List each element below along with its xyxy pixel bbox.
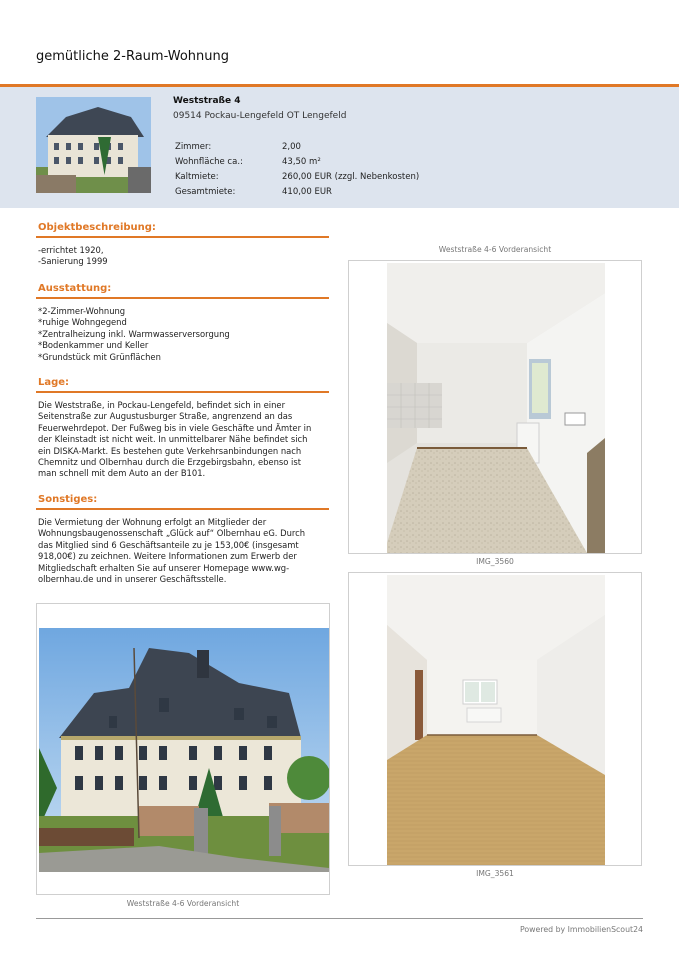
- section-body: [38, 517, 331, 585]
- section-body: [38, 400, 331, 480]
- section-body: [38, 245, 331, 268]
- fact-row-cold-rent: [175, 170, 419, 185]
- section-divider: [36, 391, 329, 393]
- address-city: 09514 Pockau-Lengefeld OT Lengefeld: [173, 111, 347, 121]
- text-line: der Kleinstadt ist nicht weit. In unmittelbarer Nähe befindet sich: [38, 434, 308, 445]
- text-line: Seitenstraße zur Augustusburger Straße, angrenzend an das: [38, 411, 293, 422]
- photo-caption-top: Weststraße 4-6 Vorderansicht: [438, 245, 552, 254]
- kitchen-photo: [387, 263, 605, 553]
- photo-caption-building: Weststraße 4-6 Vorderansicht: [126, 899, 240, 908]
- photo-frame-building: [36, 603, 330, 895]
- building-thumbnail: [36, 97, 151, 193]
- fact-label: Gesamtmiete:: [175, 187, 236, 197]
- photo-frame-room: [348, 572, 642, 866]
- fact-row-rooms: [175, 140, 419, 155]
- section-divider: [36, 508, 329, 510]
- section-objektbeschreibung: [38, 222, 331, 268]
- text-line: *Zentralheizung inkl. Warmwasserversorgung: [38, 328, 230, 339]
- section-ausstattung: [38, 283, 331, 363]
- fact-value: 43,50 m²: [282, 157, 321, 167]
- section-heading: Ausstattung:: [38, 283, 112, 294]
- summary-panel: [0, 87, 679, 208]
- fact-label: Wohnfläche ca.:: [175, 157, 243, 167]
- fact-row-total-rent: [175, 185, 419, 200]
- page-title: gemütliche 2-Raum-Wohnung: [36, 49, 229, 64]
- key-facts: [175, 140, 419, 200]
- fact-label: Kaltmiete:: [175, 172, 219, 182]
- address-street: Weststraße 4: [173, 96, 241, 106]
- text-line: Mitgliedschaft erhalten Sie auf unserer Homepage www.wg-: [38, 562, 290, 573]
- text-line: *Bodenkammer und Keller: [38, 340, 149, 351]
- text-line: *ruhige Wohngegend: [38, 317, 127, 328]
- building-photo: [39, 628, 329, 872]
- fact-row-area: [175, 155, 419, 170]
- text-line: olbernhau.de und in unserer Geschäftsstelle.: [38, 574, 227, 585]
- photo-caption-room: IMG_3561: [476, 869, 514, 878]
- text-line: man schnell mit dem Auto an der B101.: [38, 468, 206, 479]
- text-line: *2-Zimmer-Wohnung: [38, 306, 126, 316]
- text-line: 918,00€) zu zeichnen. Weitere Informationen zum Erwerb der: [38, 551, 297, 562]
- text-line: das Mitglied sind 6 Geschäftsanteile zu je 153,00€ (insgesamt: [38, 539, 299, 550]
- text-line: Feuerwehrdepot. Der Fußweg bis in viele Geschäfte und Ämter in: [38, 422, 312, 433]
- footer-divider: [36, 918, 643, 919]
- fact-value: 410,00 EUR: [282, 187, 332, 197]
- section-lage: [38, 377, 331, 480]
- text-line: *Grundstück mit Grünflächen: [38, 351, 161, 362]
- section-body: [38, 306, 331, 363]
- text-line: Chemnitz und Olbernhau durch die Erzgebirgsbahn, ebenso ist: [38, 457, 302, 468]
- text-line: Wohnungsbaugenossenschaft „Glück auf“ Olbernhau eG. Durch: [38, 528, 306, 539]
- section-divider: [36, 297, 329, 299]
- powered-by-text: Powered by ImmobilienScout24: [519, 925, 643, 934]
- text-line: -errichtet 1920,: [38, 245, 104, 255]
- section-divider: [36, 236, 329, 238]
- room-photo: [387, 575, 605, 865]
- text-line: Die Vermietung der Wohnung erfolgt an Mitglieder der: [38, 517, 267, 527]
- photo-frame-kitchen: [348, 260, 642, 554]
- fact-value: 260,00 EUR (zzgl. Nebenkosten): [282, 172, 420, 182]
- fact-label: Zimmer:: [175, 142, 212, 152]
- text-line: -Sanierung 1999: [38, 256, 108, 267]
- text-line: Die Weststraße, in Pockau-Lengefeld, befindet sich in einer: [38, 400, 286, 410]
- section-heading: Lage:: [38, 377, 70, 388]
- text-line: ein DISKA-Markt. Es bestehen gute Verkehrsanbindungen nach: [38, 445, 302, 456]
- section-heading: Objektbeschreibung:: [38, 222, 156, 233]
- section-heading: Sonstiges:: [38, 494, 98, 505]
- section-sonstiges: [38, 494, 331, 585]
- photo-caption-kitchen: IMG_3560: [476, 557, 514, 566]
- fact-value: 2,00: [282, 142, 301, 152]
